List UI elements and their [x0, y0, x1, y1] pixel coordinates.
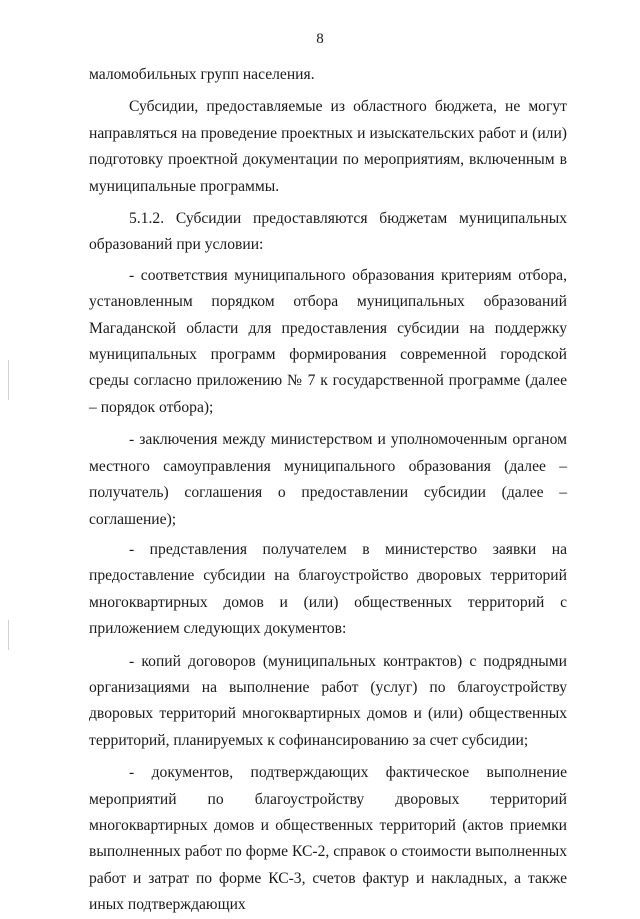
- paragraph-subsidy-restriction: Субсидии, предоставляемые из областного бюджета, не могут направляться на проведение проектных и изыскательских работ и (или) подготовку проектной документации по мероприятиям, включенным в муниципальные программы.: [89, 98, 567, 195]
- list-item-selection-criteria: - соответствия муниципального образования критериям отбора, установленным порядком отбора муниципальных образований Магаданской области для предоставления субсидии на поддержку муниципальных программ формирования современной городской среды согласно приложению № 7 к государственной программе (далее – порядок отбора);: [89, 266, 567, 416]
- list-item-agreement: - заключения между министерством и уполномоченным органом местного самоуправления муниципального образования (далее – получатель) соглашения о предоставлении субсидии (далее – соглашение);: [89, 431, 567, 528]
- scan-edge-mark: [8, 360, 9, 400]
- document-body: [89, 62, 567, 919]
- list-item-confirming-documents: - документов, подтверждающих фактическое выполнение мероприятий по благоустройству дворовых территорий многоквартирных домов и общественных территорий (актов приемки выполненных работ по форме КС-2, справок о стоимости выполненных работ и затрат по форме КС-3, счетов фактур и накладных, а также иных подтверждающих: [89, 764, 567, 914]
- paragraph-continuation: маломобильных групп населения.: [89, 66, 315, 83]
- list-item-contract-copies: - копий договоров (муниципальных контрактов) с подрядными организациями на выполнение работ (услуг) по благоустройству дворовых территорий многоквартирных домов и (или) общественных территорий, планируемых к софинансированию за счет субсидии;: [89, 652, 567, 749]
- list-item-application: - представления получателем в министерство заявки на предоставление субсидии на благоустройство дворовых территорий многоквартирных домов и (или) общественных территорий с приложением следующих документов:: [89, 540, 567, 638]
- paragraph-section-5-1-2: 5.1.2. Субсидии предоставляются бюджетам муниципальных образований при условии:: [89, 210, 567, 254]
- page-number: 8: [316, 31, 324, 47]
- scan-edge-mark: [8, 620, 9, 650]
